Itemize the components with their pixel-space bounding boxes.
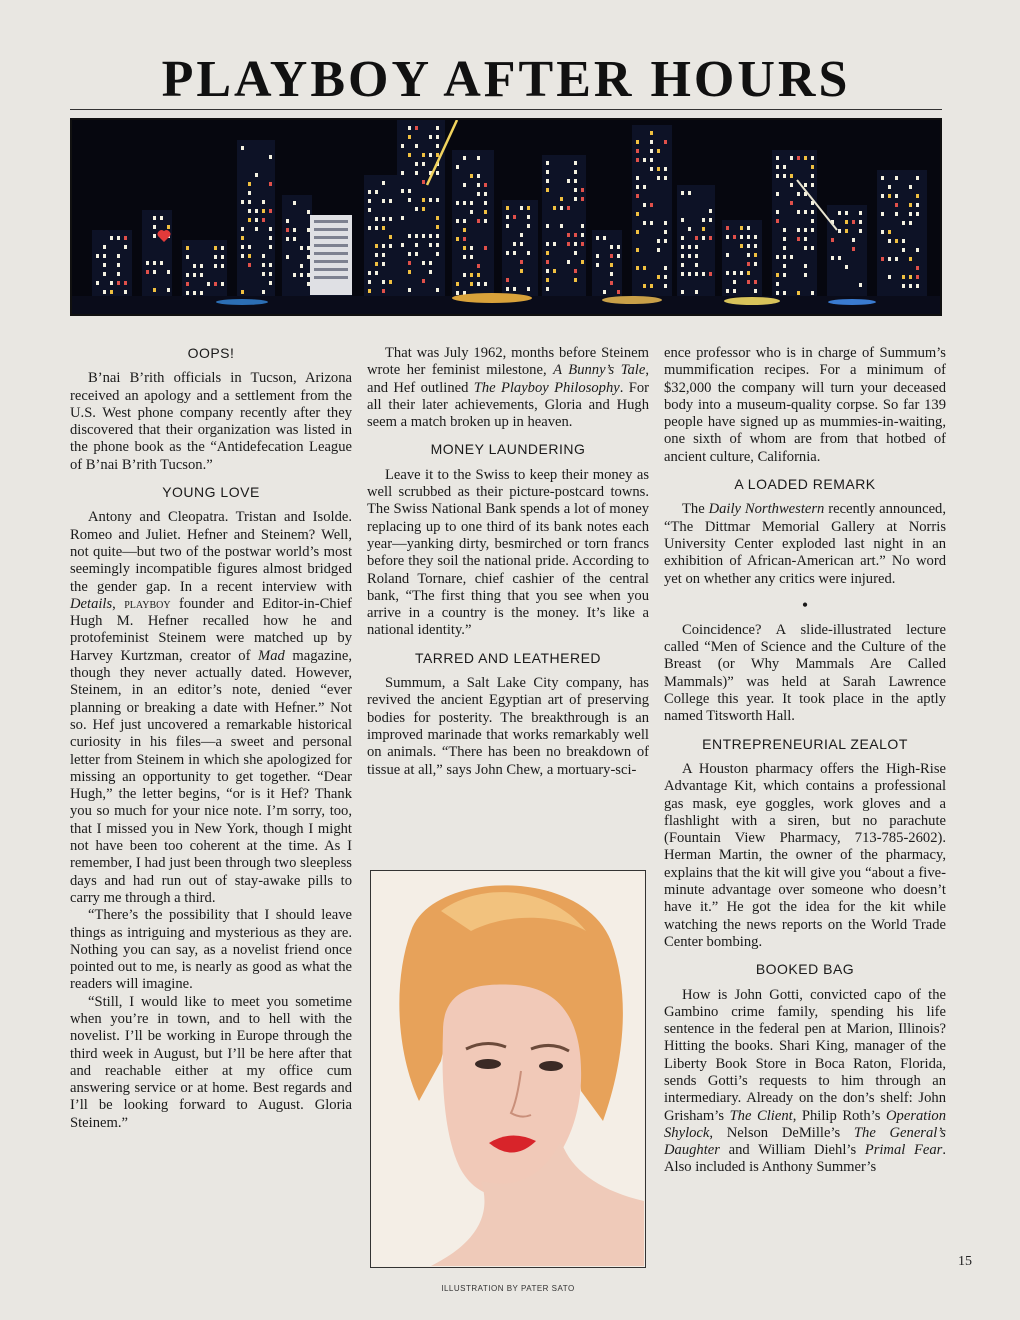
page-title: PLAYBOY AFTER HOURS (161, 51, 851, 108)
coincidence-paragraph: Coincidence? A slide-illustrated lecture called “Men of Science and the Culture of the Breast (or Why Mammals Are Called Mammals)” was held at Sarah Lawrence College this year. It took place in the aptly named Titsworth Hall. (664, 621, 946, 725)
young-love-paragraph-1: Antony and Cleopatra. Tristan and Isolde. Romeo and Juliet. Hefner and Steinem? Well, not quite—but two of the postwar world’s most seemingly incompatible figures almost bridged the gender gap. In a recent interview with Details, playboy founder and Editor-in-Chief Hugh M. Hefner recalled how he and protofeminist Steinem were matched up by Harvey Kurtzman, creator of Mad magazine, though they never actually dated. However, Steinem, in an editor’s note, denied “ever planning or breaking a date with Hefner.” Not so. Hef just uncovered a remarkable historical curiosity in his files—a sweet and personal letter from Steinem in which she apologized for missing an opportunity to get together. “Dear Hugh,” the letter begins, “or is it Hef? Thank you so much for your nice note. I’m sorry, too, that I missed you in New York, though I might not have been too coherent at the time. As I remember, I had just been through two sleepless days and had run out of stay-awake pills to carry me through a third. (70, 509, 352, 906)
column-3 (664, 345, 946, 1177)
section-heading-young-love: YOUNG LOVE (162, 484, 260, 501)
young-love-paragraph-2: “There’s the possibility that I should leave things as intriguing and mysterious as they are. Nothing you can say, as a novelist friend once pointed out to me, is nearly as good as what the readers will imagine. (70, 907, 352, 993)
section-heading-booked-bag: BOOKED BAG (755, 961, 855, 978)
money-laundering-paragraph: Leave it to the Swiss to keep their money as well scrubbed as their picture-postcard towns. The Swiss National Bank spends a lot of money replacing up to one third of its bank notes each year—yanking dirty, besmirched or torn francs before they soil the national pride. According to Roland Tornare, chief cashier of the central bank, “The first thing that you see when you arrive in a country is the money. It’s like a national identity.” (367, 466, 649, 639)
section-bullet: • (801, 594, 809, 615)
section-heading-zealot: ENTREPRENEURIAL ZEALOT (702, 735, 908, 752)
zealot-paragraph: A Houston pharmacy offers the High-Rise Advantage Kit, which contains a professional gas mask, eye goggles, work gloves and a flashlight with a siren, but no parachute (Fountain View Pharmacy, 713-785-2602). Herman Martin, the owner of the pharmacy, explains that the kit will give you “about a five-minute advantage over someone who doesn’t have it.” He got the idea for the kit while watching the news reports on the World Trade Center bombing. (664, 760, 946, 950)
loaded-remark-paragraph: The Daily Northwestern recently announced, “The Dittmar Memorial Gallery at Norris University Center exploded last night in an exhibition of African-American art.” No word yet on whether any critics were injured. (664, 501, 946, 587)
tarred-paragraph: Summum, a Salt Lake City company, has revived the ancient Egyptian art of preserving bodies for posterity. The breakthrough is an improved marinade that works remarkably well on animals. “There has been no breakdown of tissue at all,” says John Chew, a mortuary-sci- (367, 675, 649, 778)
illustration-credit: ILLUSTRATION BY PATER SATO (441, 1284, 575, 1293)
section-heading-loaded-remark: A LOADED REMARK (734, 476, 876, 493)
portrait-illustration (370, 870, 646, 1268)
title-rule (70, 109, 942, 110)
column-1 (70, 345, 352, 1132)
section-heading-money-laundering: MONEY LAUNDERING (430, 441, 586, 458)
young-love-paragraph-4: That was July 1962, months before Steinem wrote her feminist milestone, A Bunny’s Tale, and Hef outlined The Playboy Philosophy. For all their later achievements, Gloria and Hugh seem a match broken up in heaven. (367, 345, 649, 431)
section-heading-oops: OOPS! (187, 345, 235, 361)
skyline-illustration (70, 118, 942, 316)
booked-bag-paragraph: How is John Gotti, convicted capo of the Gambino crime family, spending his life sentence in the federal pen at Marion, Illinois? Hitting the books. Shari King, manager of the Liberty Book Store in Boca Raton, Florida, sends Gotti’s requests to him through an intermediary. Already on the don’s shelf: John Grisham’s The Client, Philip Roth’s Operation Shylock, Nelson DeMille’s The General’s Daughter and William Diehl’s Primal Fear. Also included is Anthony Summer’s (664, 986, 946, 1176)
woman-portrait-art (371, 871, 644, 1266)
page-number: 15 (958, 1254, 972, 1269)
night-skyline-art (72, 120, 940, 314)
section-heading-tarred: TARRED AND LEATHERED (414, 649, 602, 666)
tarred-paragraph-continued: ence professor who is in charge of Summum’s mummification recipes. For a minimum of $32,000 the company will turn your deceased body into a museum-quality corpse. So far 139 people have signed up as mummies-in-waiting, one sixth of whom are from that hotbed of ancient culture, California. (664, 345, 946, 465)
young-love-paragraph-3: “Still, I would like to meet you sometime when you’re in town, and to hell with the novelist. I’ll be working in Europe through the third week in August, but I’ll be here after that and reachable either at my office cum answering service or at home. Best regards and I’ll be looking forward to August. Gloria Steinem.” (70, 993, 352, 1131)
column-2 (367, 345, 649, 779)
oops-paragraph: B’nai B’rith officials in Tucson, Arizona received an apology and a settlement from the U.S. West phone company recently after they discovered that their organization was listed in the phone book as the “Antidefecation League of B’nai B’rith Tucson.” (70, 370, 352, 473)
